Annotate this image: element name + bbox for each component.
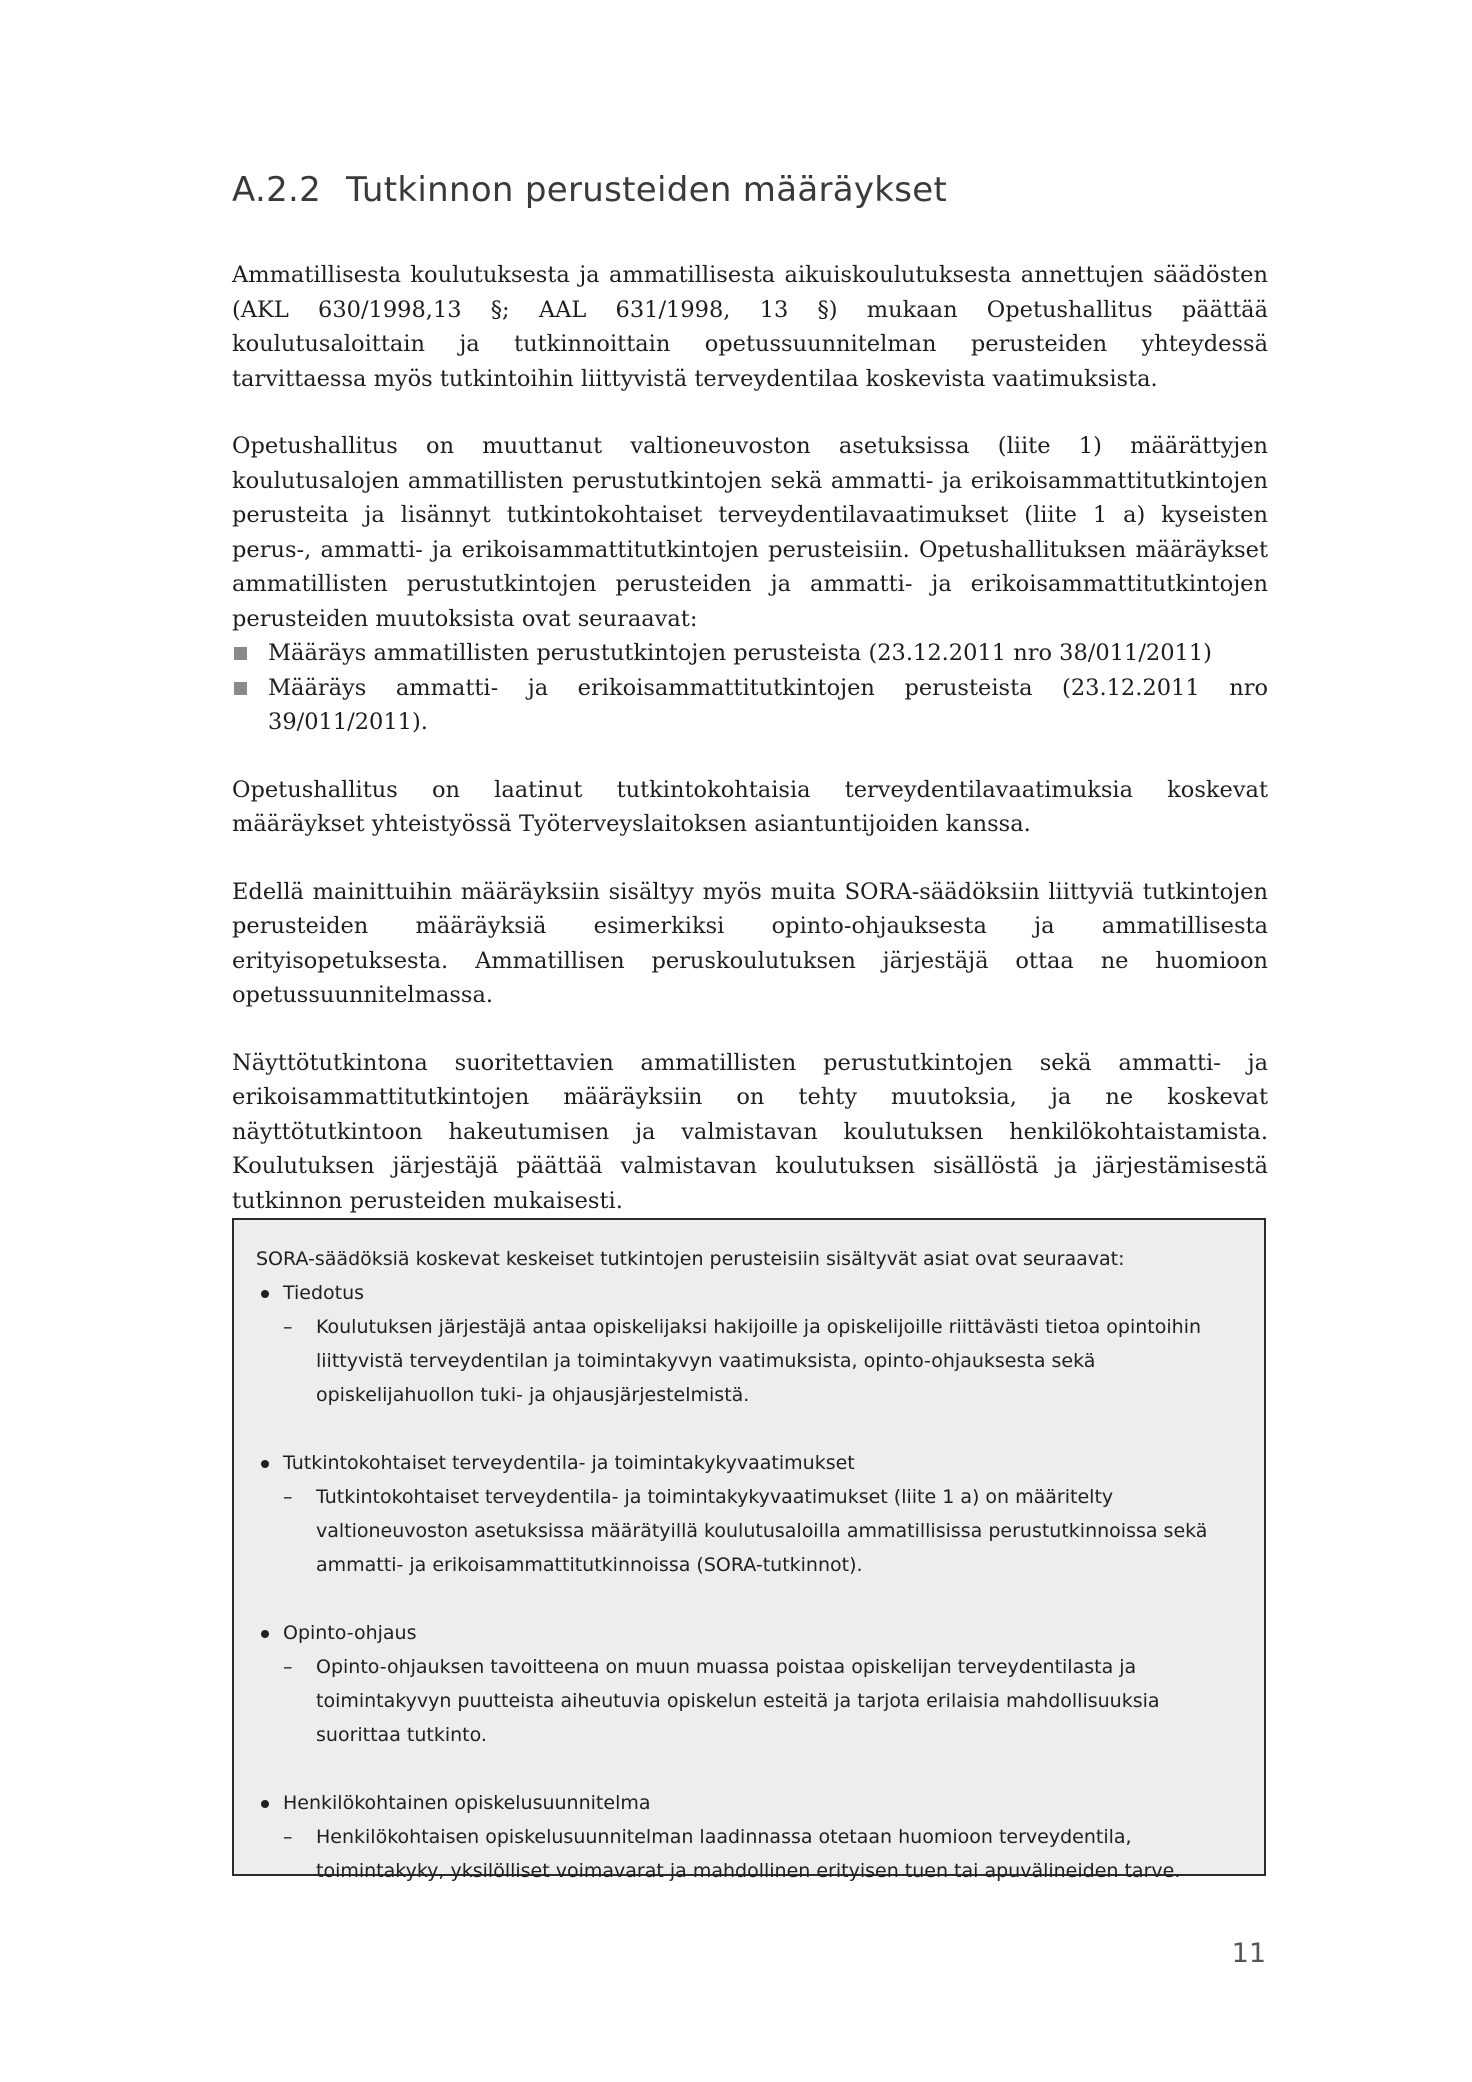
dash-icon: – xyxy=(283,1826,293,1848)
info-item-text: Henkilökohtaisen opiskelusuunnitelman laadinnassa otetaan huomioon terveydentila, toimintakyky, yksilölliset voimavarat ja mahdollinen erityisen tuen tai apuvälineiden tarve. xyxy=(316,1826,1181,1882)
info-item-heading-text: Opinto-ohjaus xyxy=(283,1622,417,1644)
info-item xyxy=(256,1276,1242,1412)
info-item-text: Tutkintokohtaiset terveydentila- ja toimintakykyvaatimukset (liite 1 a) on määritelty valtioneuvoston asetuksissa määrätyillä koulutusaloilla ammatillisissa perustutkinnoissa sekä ammatti- ja erikoisammattitutkinnoissa (SORA-tutkinnot). xyxy=(316,1486,1208,1576)
list-item xyxy=(232,636,1268,671)
list-item-text: Määräys ammatti- ja erikoisammattitutkintojen perusteista (23.12.2011 nro 39/011/2011). xyxy=(268,674,1268,735)
regulation-list xyxy=(232,636,1268,740)
info-item xyxy=(256,1616,1242,1752)
body-text xyxy=(232,258,1268,1251)
section-heading xyxy=(232,170,1272,210)
list-item-text: Määräys ammatillisten perustutkintojen perusteista (23.12.2011 nro 38/011/2011) xyxy=(268,640,1212,666)
dash-icon: – xyxy=(283,1656,293,1678)
info-item-description xyxy=(256,1310,1242,1412)
info-item-heading xyxy=(256,1786,1242,1820)
page-number: 11 xyxy=(1231,1938,1266,1969)
info-item-description xyxy=(256,1650,1242,1752)
paragraph: Näyttötutkintona suoritettavien ammatillisten perustutkintojen sekä ammatti- ja erikoisammattitutkintojen määräyksiin on tehty muutoksia, ja ne koskevat näyttötutkintoon hakeutumisen ja valmistavan koulutuksen henkilökohtaistamista. Koulutuksen järjestäjä päättää valmistavan koulutuksen sisällöstä ja järjestämisestä tutkinnon perusteiden mukaisesti. xyxy=(232,1049,1268,1214)
paragraph: Opetushallitus on muuttanut valtioneuvoston asetuksissa (liite 1) määrättyjen koulutusalojen ammatillisten perustutkintojen sekä ammatti- ja erikoisammattitutkintojen perusteita ja lisännyt tutkintokohtaiset terveydentilavaatimukset (liite 1 a) kyseisten perus-, ammatti- ja erikoisammattitutkintojen perusteisiin. Opetushallituksen määräykset ammatillisten perustutkintojen perusteiden ja ammatti- ja erikoisammattitutkintojen perusteiden muutoksista ovat seuraavat: xyxy=(232,433,1268,632)
info-item-heading-text: Tutkintokohtaiset terveydentila- ja toimintakykyvaatimukset xyxy=(283,1452,855,1474)
info-item-heading-text: Henkilökohtainen opiskelusuunnitelma xyxy=(283,1792,651,1814)
bullet-dot-icon xyxy=(261,1800,269,1808)
paragraph: Edellä mainittuihin määräyksiin sisältyy myös muita SORA-säädöksiin liittyviä tutkintojen perusteiden määräyksiä esimerkiksi opinto-ohjauksesta ja ammatillisesta erityisopetuksesta. Ammatillisen peruskoulutuksen järjestäjä ottaa ne huomioon opetussuunnitelmassa. xyxy=(232,878,1268,1008)
bullet-dot-icon xyxy=(261,1460,269,1468)
info-item xyxy=(256,1786,1242,1888)
section-number: A.2.2 xyxy=(232,170,322,210)
list-item xyxy=(232,671,1268,740)
dash-icon: – xyxy=(283,1316,293,1338)
sora-info-box xyxy=(232,1218,1266,1882)
info-item-text: Koulutuksen järjestäjä antaa opiskelijaksi hakijoille ja opiskelijoille riittävästi tietoa opintoihin liittyvistä terveydentilan ja toimintakyvyn vaatimuksista, opinto-ohjauksesta sekä opiskelijahuollon tuki- ja ohjausjärjestelmistä. xyxy=(316,1316,1202,1406)
section-title: Tutkinnon perusteiden määräykset xyxy=(346,170,948,210)
info-item-heading xyxy=(256,1616,1242,1650)
info-item-description xyxy=(256,1820,1242,1888)
paragraph: Ammatillisesta koulutuksesta ja ammatillisesta aikuiskoulutuksesta annettujen säädösten (AKL 630/1998,13 §; AAL 631/1998, 13 §) mukaan Opetushallitus päättää koulutusaloittain ja tutkinnoittain opetussuunnitelman perusteiden yhteydessä tarvittaessa myös tutkintoihin liittyvistä terveydentilaa koskevista vaatimuksista. xyxy=(232,262,1268,392)
paragraph: Opetushallitus on laatinut tutkintokohtaisia terveydentilavaatimuksia koskevat määräykset yhteistyössä Työterveyslaitoksen asiantuntijoiden kanssa. xyxy=(232,776,1268,837)
info-box-title: SORA-säädöksiä koskevat keskeiset tutkintojen perusteisiin sisältyvät asiat ovat seuraavat: xyxy=(256,1248,1125,1270)
info-item-heading-text: Tiedotus xyxy=(283,1282,365,1304)
info-item-heading xyxy=(256,1276,1242,1310)
square-bullet-icon xyxy=(234,682,247,695)
info-item xyxy=(256,1446,1242,1582)
bullet-dot-icon xyxy=(261,1630,269,1638)
info-item-text: Opinto-ohjauksen tavoitteena on muun muassa poistaa opiskelijan terveydentilasta ja toimintakyvyn puutteista aiheutuvia opiskelun esteitä ja tarjota erilaisia mahdollisuuksia suorittaa tutkinto. xyxy=(316,1656,1160,1746)
info-item-description xyxy=(256,1480,1242,1582)
dash-icon: – xyxy=(283,1486,293,1508)
info-item-heading xyxy=(256,1446,1242,1480)
square-bullet-icon xyxy=(234,647,247,660)
bullet-dot-icon xyxy=(261,1290,269,1298)
